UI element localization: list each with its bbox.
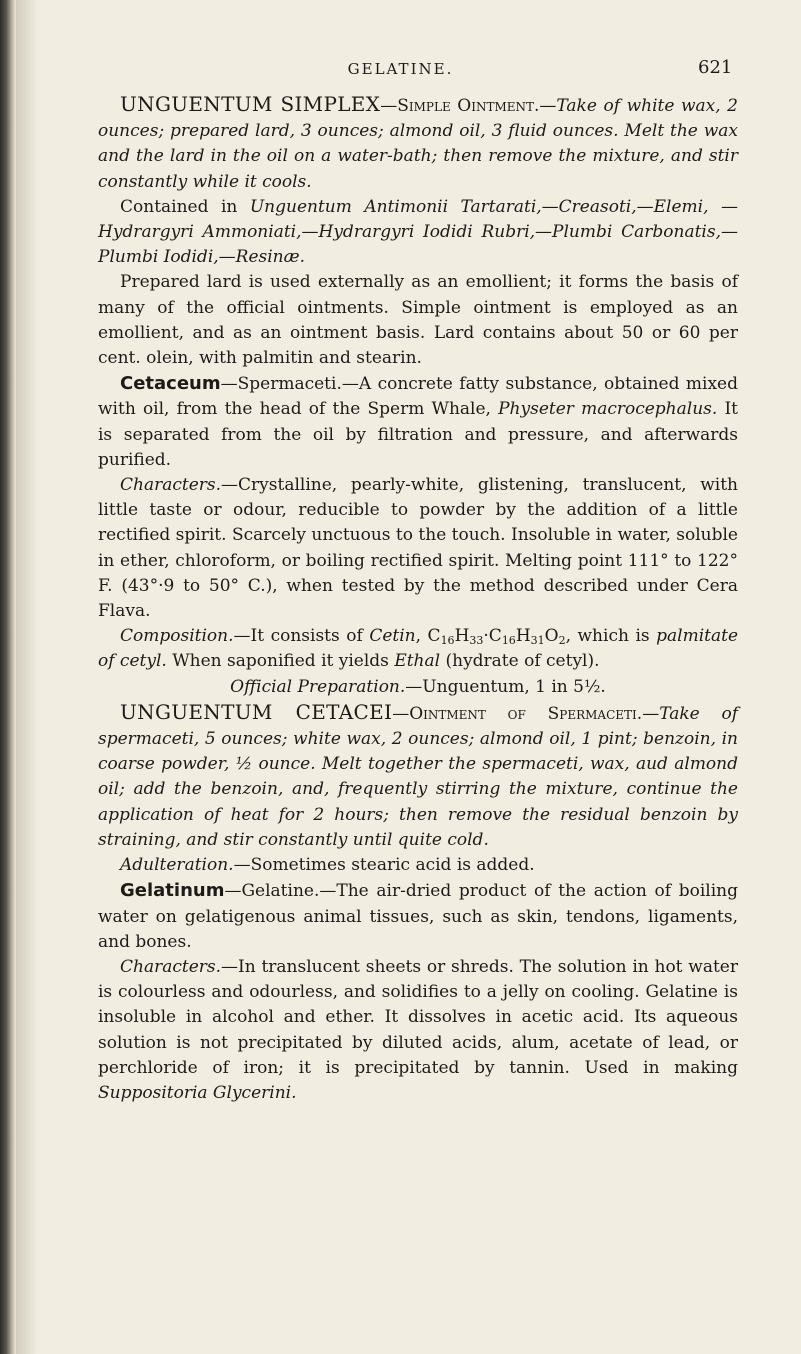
entry-subtitle: —Simple Ointment. <box>380 96 540 116</box>
composition-text: (hydrate of cetyl). <box>440 651 600 672</box>
suppositoria-term: Suppositoria Glycerini. <box>98 1082 297 1103</box>
page-number: 621 <box>698 57 733 78</box>
formula-part: , C <box>415 626 441 647</box>
unguentum-simplex-entry <box>98 92 738 195</box>
composition-text: , which is <box>565 626 657 647</box>
gelatine-characters <box>98 955 738 1106</box>
entry-subtitle: —Ointment of Spermaceti. <box>392 703 643 724</box>
page-body <box>98 92 738 1106</box>
prepared-lard-paragraph: Prepared lard is used externally as an emollient; it forms the basis of many of the official ointments. Simple ointment is employed as an emollient, and as an ointment basis. Lard contains about 50 or 60 per cent. olein, with palmitin and stearin. <box>98 272 738 369</box>
entry-text: —Spermaceti.—A concrete fatty substance, obtained mixed with oil, from the head of the Sperm Whale, <box>98 374 738 420</box>
official-preparation <box>98 675 738 700</box>
formula-part: ·C <box>483 626 502 647</box>
entry-text: —Gelatine.—The air-dried product of the action of boiling water on gelatigenous animal tissues, such as skin, tendons, ligaments, and bones. <box>98 881 738 952</box>
formula-subscript: 2 <box>558 634 566 648</box>
contained-prefix: Contained in <box>120 196 250 217</box>
entry-title: UNGUENTUM CETACEI <box>120 699 393 724</box>
adulteration-label: Adulteration. <box>120 855 234 876</box>
composition-text: When saponified it yields <box>166 651 395 672</box>
running-header: GELATINE. <box>347 60 454 78</box>
cetaceum-entry <box>98 371 738 473</box>
gelatinum-entry <box>98 878 738 955</box>
unguentum-cetacei-entry <box>98 700 738 853</box>
entry-heading: Cetaceum <box>120 373 221 395</box>
ethal-term: Ethal <box>394 651 441 672</box>
entry-recipe: —Take of spermaceti, 5 ounces; white wax, 2 ounces; almond oil, 1 pint; benzoin, in coarse powder, ½ ounce. Melt together the spermaceti, wax, aud almond oil; add the benzoin, and, frequently stirring the mixture, continue the application of heat for 2 hours; then remove the residual benzoin by straining, and stir constantly until quite cold. <box>98 703 738 850</box>
entry-heading: Gelatinum <box>120 880 225 902</box>
formula-part: O <box>544 626 559 647</box>
entry-recipe: —Take of white wax, 2 ounces; prepared lard, 3 ounces; almond oil, 3 fluid ounces. Melt the wax and the lard in the oil on a water-bath; then remove the mixture, and stir constantly while it cools. <box>98 96 739 192</box>
adulteration-text: —Sometimes stearic acid is added. <box>233 855 535 876</box>
formula-subscript: 33 <box>469 634 484 648</box>
formula-part: H <box>454 626 470 647</box>
composition-paragraph <box>98 624 738 674</box>
composition-text: —It consists of <box>233 626 370 647</box>
formula-subscript: 16 <box>501 634 516 648</box>
characters-text: —In translucent sheets or shreds. The solution in hot water is colourless and odourless, and solidifies to a jelly on cooling. Gelatine is insoluble in alcohol and ether. It dissolves in acetic acid. Its aqueous solution is not precipitated by diluted acids, alum, acetate of lead, or perchloride of iron; it is precipitated by tannin. Used in making <box>98 956 738 1078</box>
characters-label: Characters. <box>120 475 222 496</box>
cetaceum-characters <box>98 473 738 624</box>
official-label: Official Preparation. <box>230 676 406 697</box>
cetin-term: Cetin <box>369 626 416 647</box>
species-name: Physeter macrocephalus. <box>498 399 718 420</box>
formula-subscript: 16 <box>440 634 455 648</box>
entry-title: UNGUENTUM SIMPLEX <box>120 92 381 116</box>
entry-text-continued: It is separated from the oil by filtration and pressure, and afterwards purified. <box>98 399 738 470</box>
formula-subscript: 31 <box>530 634 545 648</box>
palmitate-term: palmitate of cetyl. <box>98 626 739 672</box>
formula-part: H <box>515 626 531 647</box>
adulteration-paragraph <box>98 853 738 878</box>
contained-list: Unguentum Antimonii Tartarati,—Creasoti,—Elemi, —Hydrargyri Ammoniati,—Hydrargyri Iodidi Rubri,—Plumbi Carbonatis,—Plumbi Iodidi,—Resinæ. <box>98 196 738 268</box>
official-text: —Unguentum, 1 in 5½. <box>405 676 606 697</box>
characters-label: Characters. <box>120 956 222 977</box>
contained-in-paragraph <box>98 195 738 271</box>
characters-text: —Crystalline, pearly-white, glistening, translucent, with little taste or odour, reducible to powder by the addition of a little rectified spirit. Scarcely unctuous to the touch. Insoluble in water, soluble in ether, chloroform, or boiling rectified spirit. Melting point 111° to 122° F. (43°·9 to 50° C.), when tested by the method described under Cera Flava. <box>98 475 738 622</box>
composition-label: Composition. <box>120 626 234 647</box>
